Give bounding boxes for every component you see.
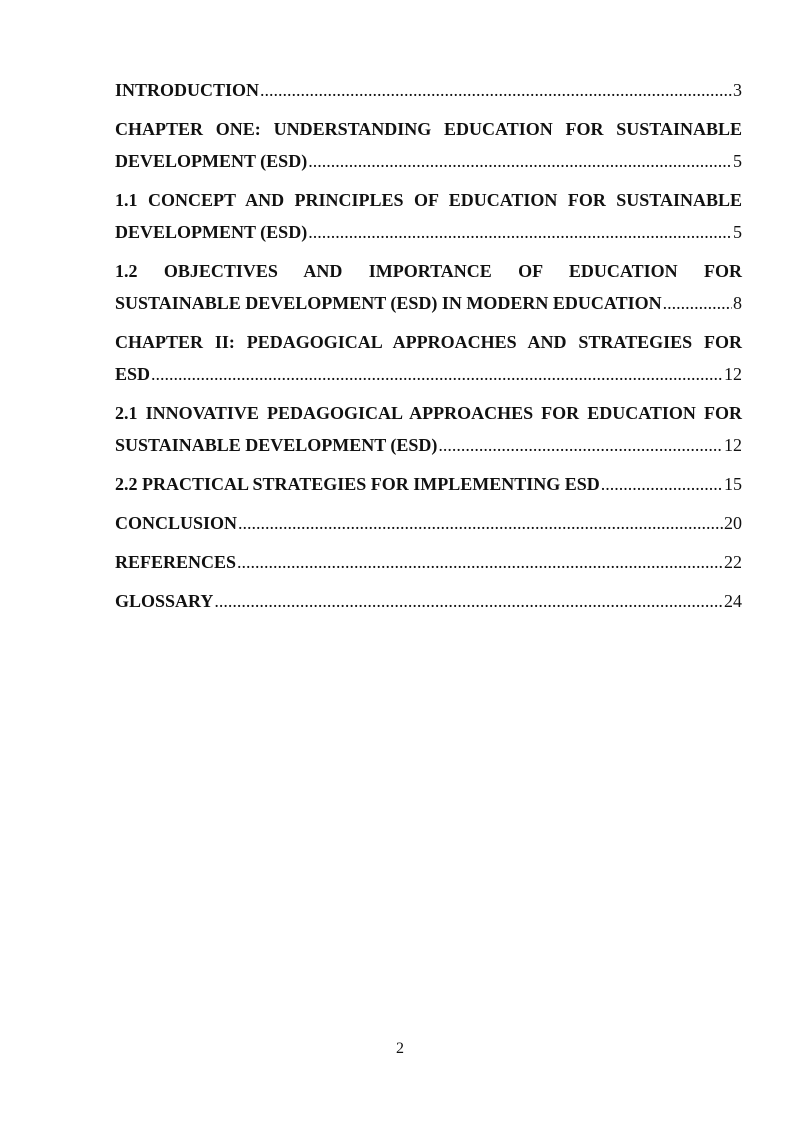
toc-entry-last-line (115, 429, 742, 461)
toc-entry-2-2[interactable] (115, 468, 742, 500)
toc-entry-references[interactable] (115, 546, 742, 578)
toc-entry-1-1[interactable] (115, 184, 742, 248)
toc-entry-title-line1: CHAPTER ONE: UNDERSTANDING EDUCATION FOR SUSTAINABLE (115, 119, 742, 139)
toc-entry-introduction[interactable] (115, 74, 742, 106)
toc-entry-title-line2: DEVELOPMENT (ESD) (115, 151, 308, 171)
toc-entry-title-line1: 1.1 CONCEPT AND PRINCIPLES OF EDUCATION FOR SUSTAINABLE (115, 190, 742, 210)
dot-leader (238, 507, 723, 539)
toc-entry-title: REFERENCES (115, 552, 237, 572)
toc-entry-page: 12 (724, 435, 742, 455)
toc-entry-title-line1: 1.2 OBJECTIVES AND IMPORTANCE OF EDUCATION FOR (115, 261, 742, 281)
toc-entry-page: 12 (724, 364, 742, 384)
toc-entry-1-2[interactable] (115, 255, 742, 319)
toc-entry-title-line2: DEVELOPMENT (ESD) (115, 222, 308, 242)
dot-leader (438, 429, 723, 461)
toc-entry-title-line2: SUSTAINABLE DEVELOPMENT (ESD) (115, 435, 438, 455)
toc-entry-title-line1: 2.1 INNOVATIVE PEDAGOGICAL APPROACHES FOR EDUCATION FOR (115, 403, 742, 423)
toc-entry-page: 22 (724, 552, 742, 572)
dot-leader (237, 546, 723, 578)
toc-entry-title-line1: CHAPTER II: PEDAGOGICAL APPROACHES AND STRATEGIES FOR (115, 332, 742, 352)
toc-entry-last-line (115, 216, 742, 248)
toc-entry-page: 15 (724, 474, 742, 494)
toc-entry-chapter-one[interactable] (115, 113, 742, 177)
toc-entry-title: INTRODUCTION (115, 80, 260, 100)
table-of-contents (115, 74, 742, 624)
toc-entry-last-line (115, 145, 742, 177)
toc-entry-title: 2.2 PRACTICAL STRATEGIES FOR IMPLEMENTING ESD (115, 474, 600, 494)
toc-entry-page: 3 (733, 80, 742, 100)
dot-leader (308, 216, 732, 248)
toc-entry-conclusion[interactable] (115, 507, 742, 539)
dot-leader (214, 585, 723, 617)
toc-entry-glossary[interactable] (115, 585, 742, 617)
page-number: 2 (396, 1040, 404, 1057)
toc-entry-title: CONCLUSION (115, 513, 238, 533)
toc-entry-chapter-two[interactable] (115, 326, 742, 390)
toc-entry-page: 5 (733, 222, 742, 242)
toc-entry-page: 24 (724, 591, 742, 611)
dot-leader (601, 468, 723, 500)
dot-leader (663, 287, 732, 319)
dot-leader (260, 74, 732, 106)
toc-entry-page: 20 (724, 513, 742, 533)
dot-leader (308, 145, 732, 177)
dot-leader (151, 358, 723, 390)
toc-entry-2-1[interactable] (115, 397, 742, 461)
toc-entry-page: 8 (733, 293, 742, 313)
toc-entry-last-line (115, 287, 742, 319)
toc-entry-title-line2: SUSTAINABLE DEVELOPMENT (ESD) IN MODERN EDUCATION (115, 293, 662, 313)
toc-entry-last-line (115, 358, 742, 390)
toc-entry-title: GLOSSARY (115, 591, 214, 611)
toc-entry-title-line2: ESD (115, 364, 151, 384)
toc-entry-page: 5 (733, 151, 742, 171)
